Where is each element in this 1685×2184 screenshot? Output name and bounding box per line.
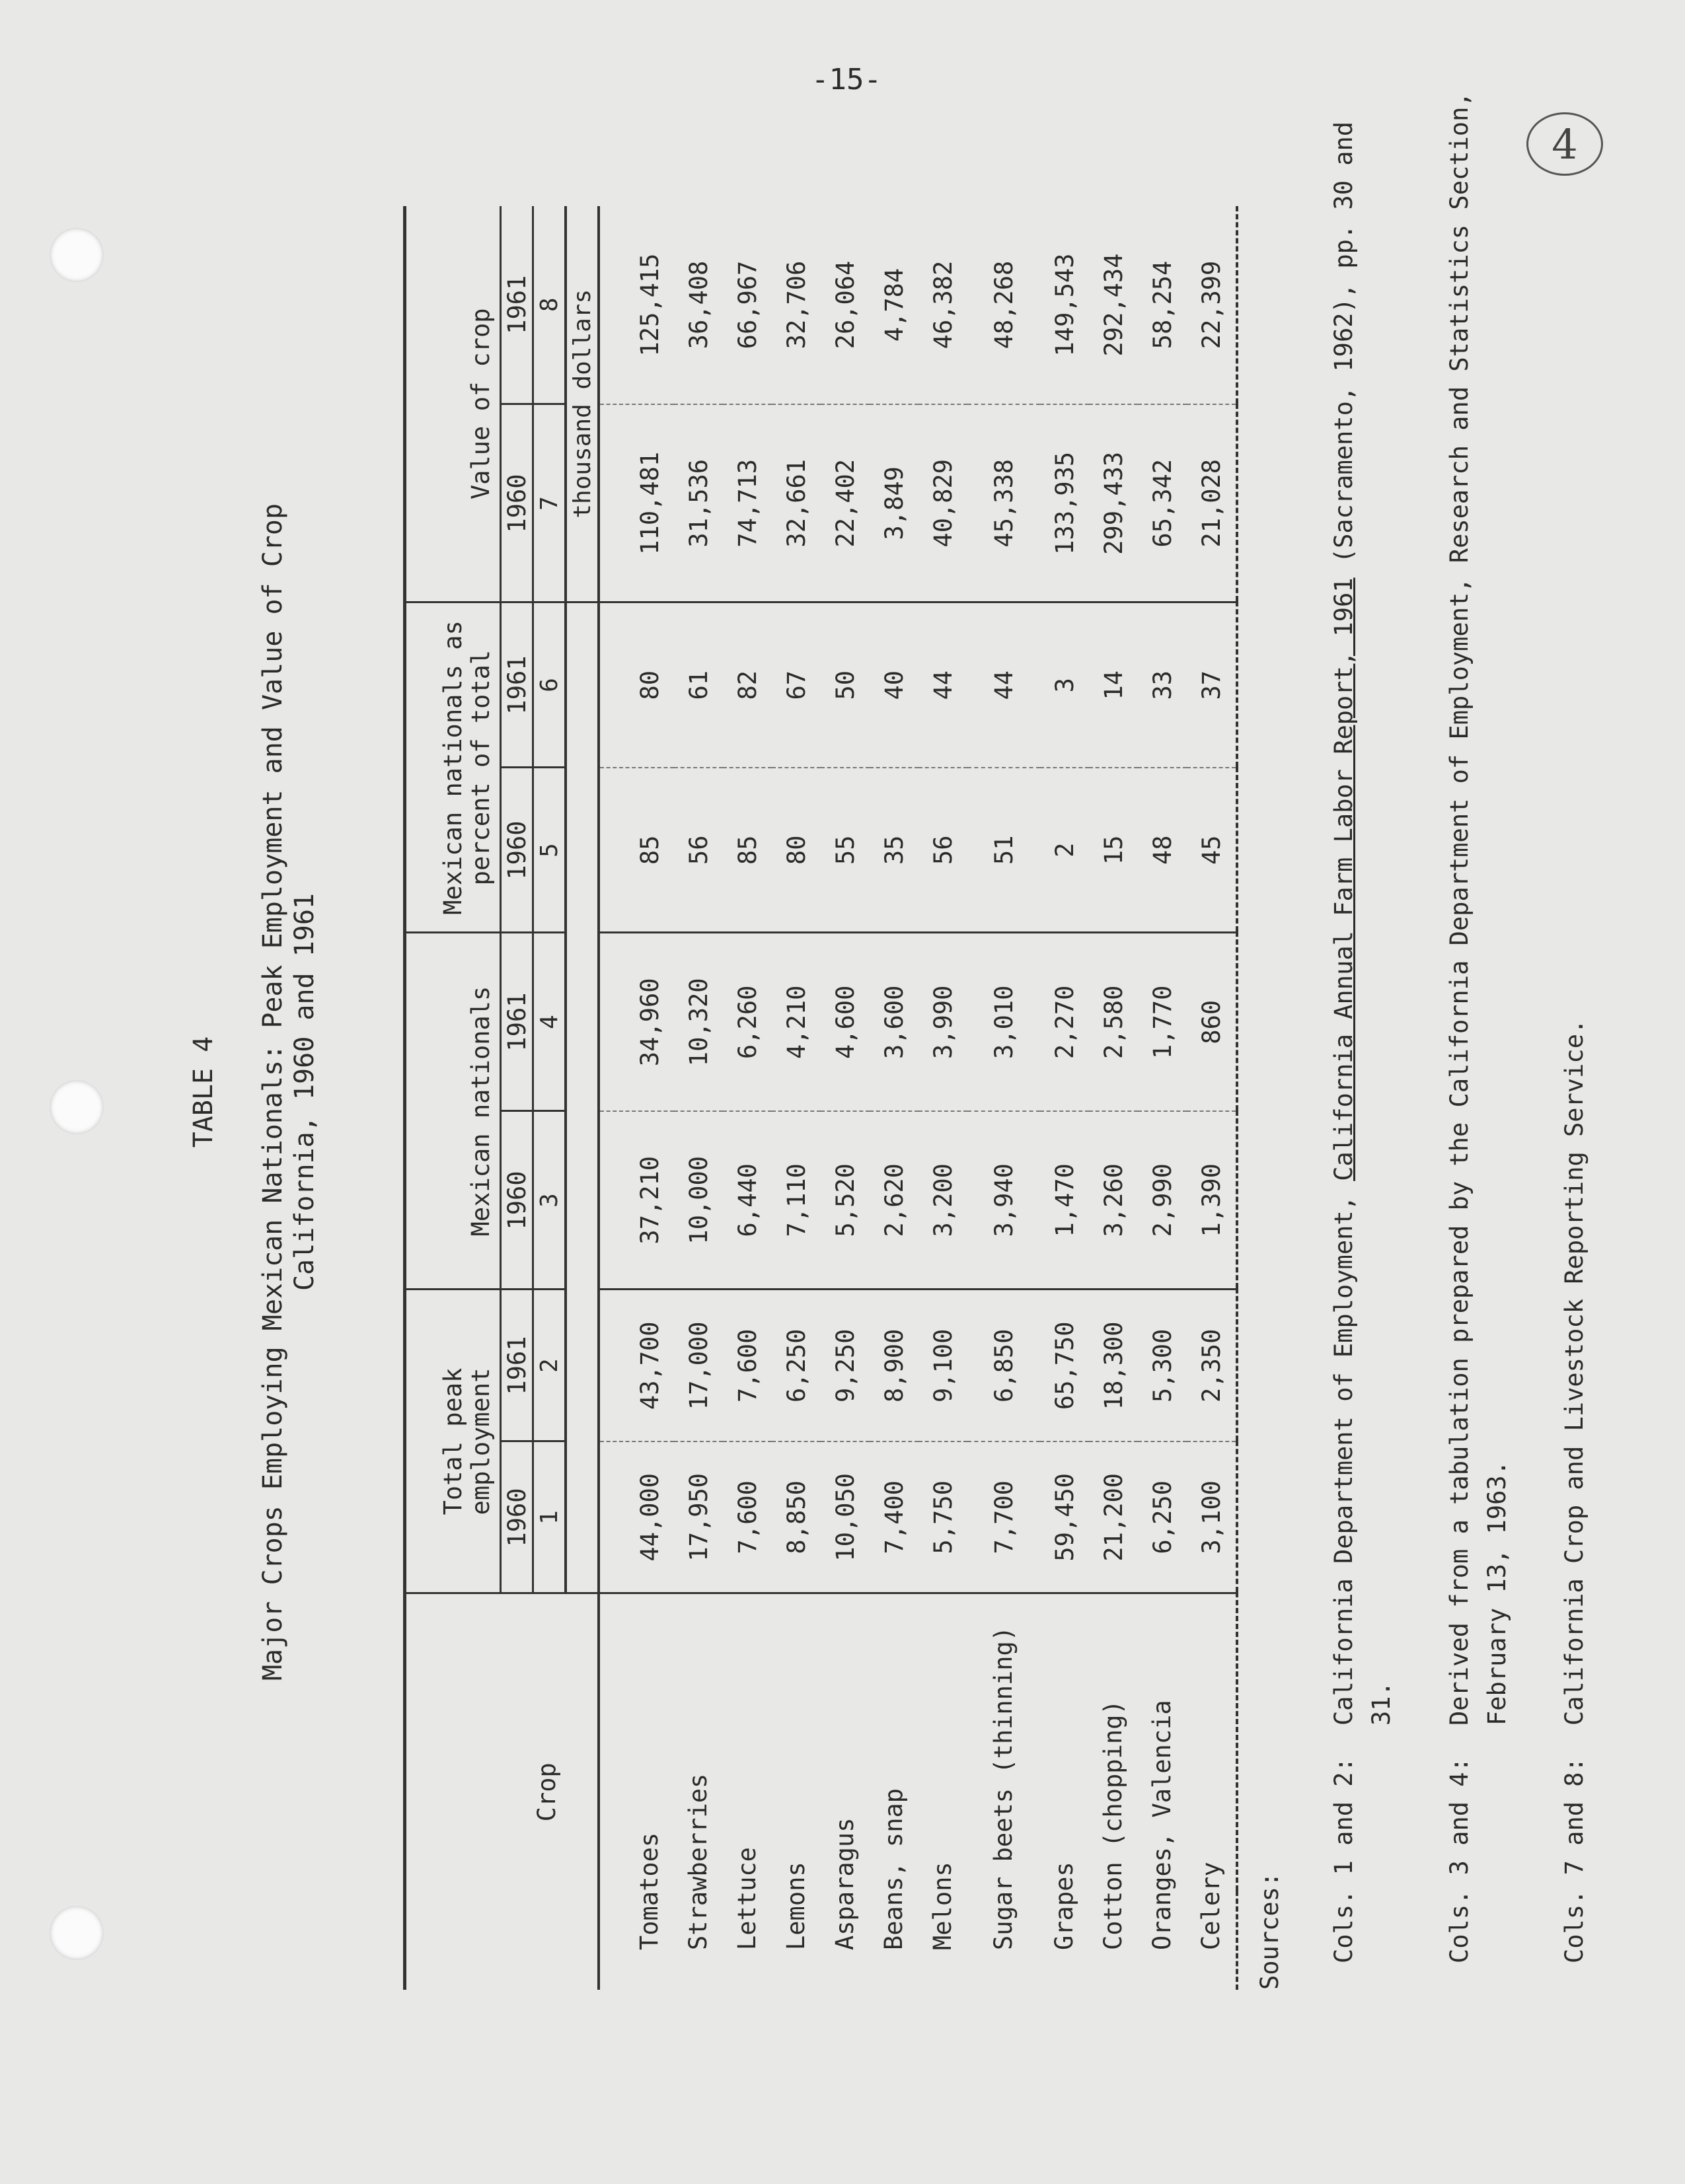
table-cell: 3,200 xyxy=(918,1111,967,1290)
table-cell: 18,300 xyxy=(1089,1290,1138,1441)
crop-name: Tomatoes xyxy=(634,1832,663,1950)
table-cell: 8,900 xyxy=(870,1290,918,1441)
table-cell: 85 xyxy=(723,768,772,933)
table-cell: 2,990 xyxy=(1138,1111,1187,1290)
table-cell: 9,250 xyxy=(821,1290,870,1441)
value-unit-label: thousand dollars xyxy=(566,206,599,602)
page-number: -15- xyxy=(811,63,881,96)
source-cols: Cols. 1 and 2: xyxy=(1329,1757,1358,1963)
table-cell: 7,600 xyxy=(723,1290,772,1441)
table-cell: 36,408 xyxy=(674,206,723,404)
table-cell: 44,000 xyxy=(599,1441,674,1593)
table-cell: 6,250 xyxy=(1138,1441,1187,1593)
column-number: 6 xyxy=(533,602,566,768)
year-header: 1961 xyxy=(501,206,533,404)
table-cell: 299,433 xyxy=(1089,404,1138,602)
table-cell: 82 xyxy=(723,602,772,768)
table-cell: 26,064 xyxy=(821,206,870,404)
table-cell: 5,520 xyxy=(821,1111,870,1290)
crop-name: Strawberries xyxy=(683,1773,712,1950)
table-cell: 43,700 xyxy=(599,1290,674,1441)
table-cell: 40,829 xyxy=(918,404,967,602)
table-cell: 44 xyxy=(918,602,967,768)
table-cell: 44 xyxy=(967,602,1040,768)
table-cell: 4,210 xyxy=(772,933,821,1111)
table-cell: 6,440 xyxy=(723,1111,772,1290)
crop-header: Crop xyxy=(405,1593,566,1990)
table-row xyxy=(772,206,821,1990)
column-number: 8 xyxy=(533,206,566,404)
table-cell: 4,784 xyxy=(870,206,918,404)
table-cell: 32,706 xyxy=(772,206,821,404)
crop-name: Sugar beets (thinning) xyxy=(989,1626,1018,1950)
table-cell: 5,300 xyxy=(1138,1290,1187,1441)
table-title: Major Crops Employing Mexican Nationals: Peak Employment and Value of Crop xyxy=(258,503,288,1681)
report-title: California Annual Farm Labor Report, 1961 xyxy=(1329,577,1358,1181)
table-cell: 58,254 xyxy=(1138,206,1187,404)
source-item xyxy=(1555,74,1593,1990)
crop-name: Beans, snap xyxy=(879,1788,908,1950)
table-cell: 21,200 xyxy=(1089,1441,1138,1593)
circled-number: 4 xyxy=(1552,120,1578,168)
table-cell: 31,536 xyxy=(674,404,723,602)
table-row xyxy=(599,206,674,1990)
year-header: 1960 xyxy=(501,404,533,602)
table-cell: 3,600 xyxy=(870,933,918,1111)
mexican-percent-header: Mexican nationals as percent of total xyxy=(405,602,501,933)
table-row xyxy=(674,206,723,1990)
table-cell: 61 xyxy=(674,602,723,768)
table-label: TABLE 4 xyxy=(188,1036,219,1148)
source-item xyxy=(1441,74,1516,1990)
table-cell: 8,850 xyxy=(772,1441,821,1593)
table-row xyxy=(967,206,1040,1990)
table-cell: 2 xyxy=(1040,768,1089,933)
table-cell: 292,434 xyxy=(1089,206,1138,404)
table-cell: 10,050 xyxy=(821,1441,870,1593)
table-row xyxy=(1138,206,1187,1990)
table-cell: 3,849 xyxy=(870,404,918,602)
year-header: 1960 xyxy=(501,1111,533,1290)
table-cell: 6,250 xyxy=(772,1290,821,1441)
source-text: California Department of Employment, California Annual Farm Labor Report, 1961 (Sacramento, 1962), pp. 30 and 31. xyxy=(1329,121,1396,1726)
crop-name: Cotton (chopping) xyxy=(1098,1700,1127,1950)
table-cell: 45 xyxy=(1187,768,1237,933)
table-cell: 37 xyxy=(1187,602,1237,768)
table-cell: 133,935 xyxy=(1040,404,1089,602)
table-row xyxy=(723,206,772,1990)
source-item xyxy=(1325,74,1401,1990)
table-cell: 2,580 xyxy=(1089,933,1138,1111)
table-cell: 33 xyxy=(1138,602,1187,768)
table-cell: 3,940 xyxy=(967,1111,1040,1290)
table-cell: 2,350 xyxy=(1187,1290,1237,1441)
source-text: Derived from a tabulation prepared by the California Department of Employment, Research and Statistics Section, February 13, 1963. xyxy=(1444,92,1512,1726)
table-cell: 7,400 xyxy=(870,1441,918,1593)
table-cell: 7,600 xyxy=(723,1441,772,1593)
crop-name: Asparagus xyxy=(830,1817,859,1950)
table-cell: 3 xyxy=(1040,602,1089,768)
table-cell: 3,260 xyxy=(1089,1111,1138,1290)
table-cell: 74,713 xyxy=(723,404,772,602)
table-cell: 50 xyxy=(821,602,870,768)
table-cell: 85 xyxy=(599,768,674,933)
column-number: 4 xyxy=(533,933,566,1111)
table-row xyxy=(870,206,918,1990)
year-header: 1960 xyxy=(501,1441,533,1593)
table-cell: 59,450 xyxy=(1040,1441,1089,1593)
table-cell: 80 xyxy=(599,602,674,768)
table-cell: 3,010 xyxy=(967,933,1040,1111)
table-cell: 10,320 xyxy=(674,933,723,1111)
employment-table xyxy=(403,206,1238,1990)
table-cell: 2,270 xyxy=(1040,933,1089,1111)
crop-name: Celery xyxy=(1187,1593,1237,1990)
year-header: 1960 xyxy=(501,768,533,933)
table-cell: 7,110 xyxy=(772,1111,821,1290)
table-cell: 48 xyxy=(1138,768,1187,933)
table-cell: 66,967 xyxy=(723,206,772,404)
table-cell: 5,750 xyxy=(918,1441,967,1593)
year-header: 1961 xyxy=(501,933,533,1111)
table-cell: 125,415 xyxy=(599,206,674,404)
table-row xyxy=(1040,206,1089,1990)
table-cell: 35 xyxy=(870,768,918,933)
table-cell: 7,700 xyxy=(967,1441,1040,1593)
table-cell: 17,950 xyxy=(674,1441,723,1593)
source-text: California Crop and Livestock Reporting Service. xyxy=(1560,1019,1589,1726)
table-cell: 21,028 xyxy=(1187,404,1237,602)
year-header: 1961 xyxy=(501,1290,533,1441)
table-row xyxy=(1187,206,1237,1990)
column-number: 5 xyxy=(533,768,566,933)
crop-name: Oranges, Valencia xyxy=(1147,1700,1176,1950)
table-cell: 55 xyxy=(821,768,870,933)
table-cell: 56 xyxy=(674,768,723,933)
table-cell: 65,342 xyxy=(1138,404,1187,602)
column-number: 3 xyxy=(533,1111,566,1290)
source-cols: Cols. 3 and 4: xyxy=(1444,1757,1474,1963)
total-peak-employment-header: Total peak employment xyxy=(405,1290,501,1593)
table-cell: 67 xyxy=(772,602,821,768)
table-row xyxy=(1089,206,1138,1990)
table-cell: 10,000 xyxy=(674,1111,723,1290)
table-cell: 110,481 xyxy=(599,404,674,602)
table-cell: 860 xyxy=(1187,933,1237,1111)
table-cell: 37,210 xyxy=(599,1111,674,1290)
table-cell: 51 xyxy=(967,768,1040,933)
crop-name: Grapes xyxy=(1049,1862,1078,1950)
table-cell: 46,382 xyxy=(918,206,967,404)
table-cell: 40 xyxy=(870,602,918,768)
table-cell: 6,260 xyxy=(723,933,772,1111)
table-row xyxy=(918,206,967,1990)
sources-section xyxy=(1255,74,1633,1990)
table-cell: 2,620 xyxy=(870,1111,918,1290)
crop-name: Melons xyxy=(928,1862,957,1950)
mexican-nationals-header: Mexican nationals xyxy=(405,933,501,1290)
table-cell: 22,399 xyxy=(1187,206,1237,404)
table-cell: 56 xyxy=(918,768,967,933)
table-cell: 149,543 xyxy=(1040,206,1089,404)
table-cell: 22,402 xyxy=(821,404,870,602)
table-cell: 15 xyxy=(1089,768,1138,933)
table-cell: 4,600 xyxy=(821,933,870,1111)
table-cell: 80 xyxy=(772,768,821,933)
table-cell: 17,000 xyxy=(674,1290,723,1441)
table-cell: 6,850 xyxy=(967,1290,1040,1441)
source-cols: Cols. 7 and 8: xyxy=(1560,1757,1589,1963)
table-cell: 1,390 xyxy=(1187,1111,1237,1290)
table-cell: 48,268 xyxy=(967,206,1040,404)
column-number: 1 xyxy=(533,1441,566,1593)
table-cell: 45,338 xyxy=(967,404,1040,602)
table-cell: 32,661 xyxy=(772,404,821,602)
table-cell: 3,100 xyxy=(1187,1441,1237,1593)
crop-name: Lettuce xyxy=(732,1847,761,1950)
table-cell: 1,770 xyxy=(1138,933,1187,1111)
table-cell: 1,470 xyxy=(1040,1111,1089,1290)
table-subtitle: California, 1960 and 1961 xyxy=(289,892,320,1292)
table-cell: 14 xyxy=(1089,602,1138,768)
value-of-crop-header: Value of crop xyxy=(405,206,501,602)
column-number: 7 xyxy=(533,404,566,602)
table-cell: 34,960 xyxy=(599,933,674,1111)
table-cell: 65,750 xyxy=(1040,1290,1089,1441)
crop-name: Lemons xyxy=(781,1862,810,1950)
sources-label: Sources: xyxy=(1255,1872,1284,1990)
table-row xyxy=(821,206,870,1990)
year-header: 1961 xyxy=(501,602,533,768)
column-number: 2 xyxy=(533,1290,566,1441)
table-cell: 3,990 xyxy=(918,933,967,1111)
table-cell: 9,100 xyxy=(918,1290,967,1441)
